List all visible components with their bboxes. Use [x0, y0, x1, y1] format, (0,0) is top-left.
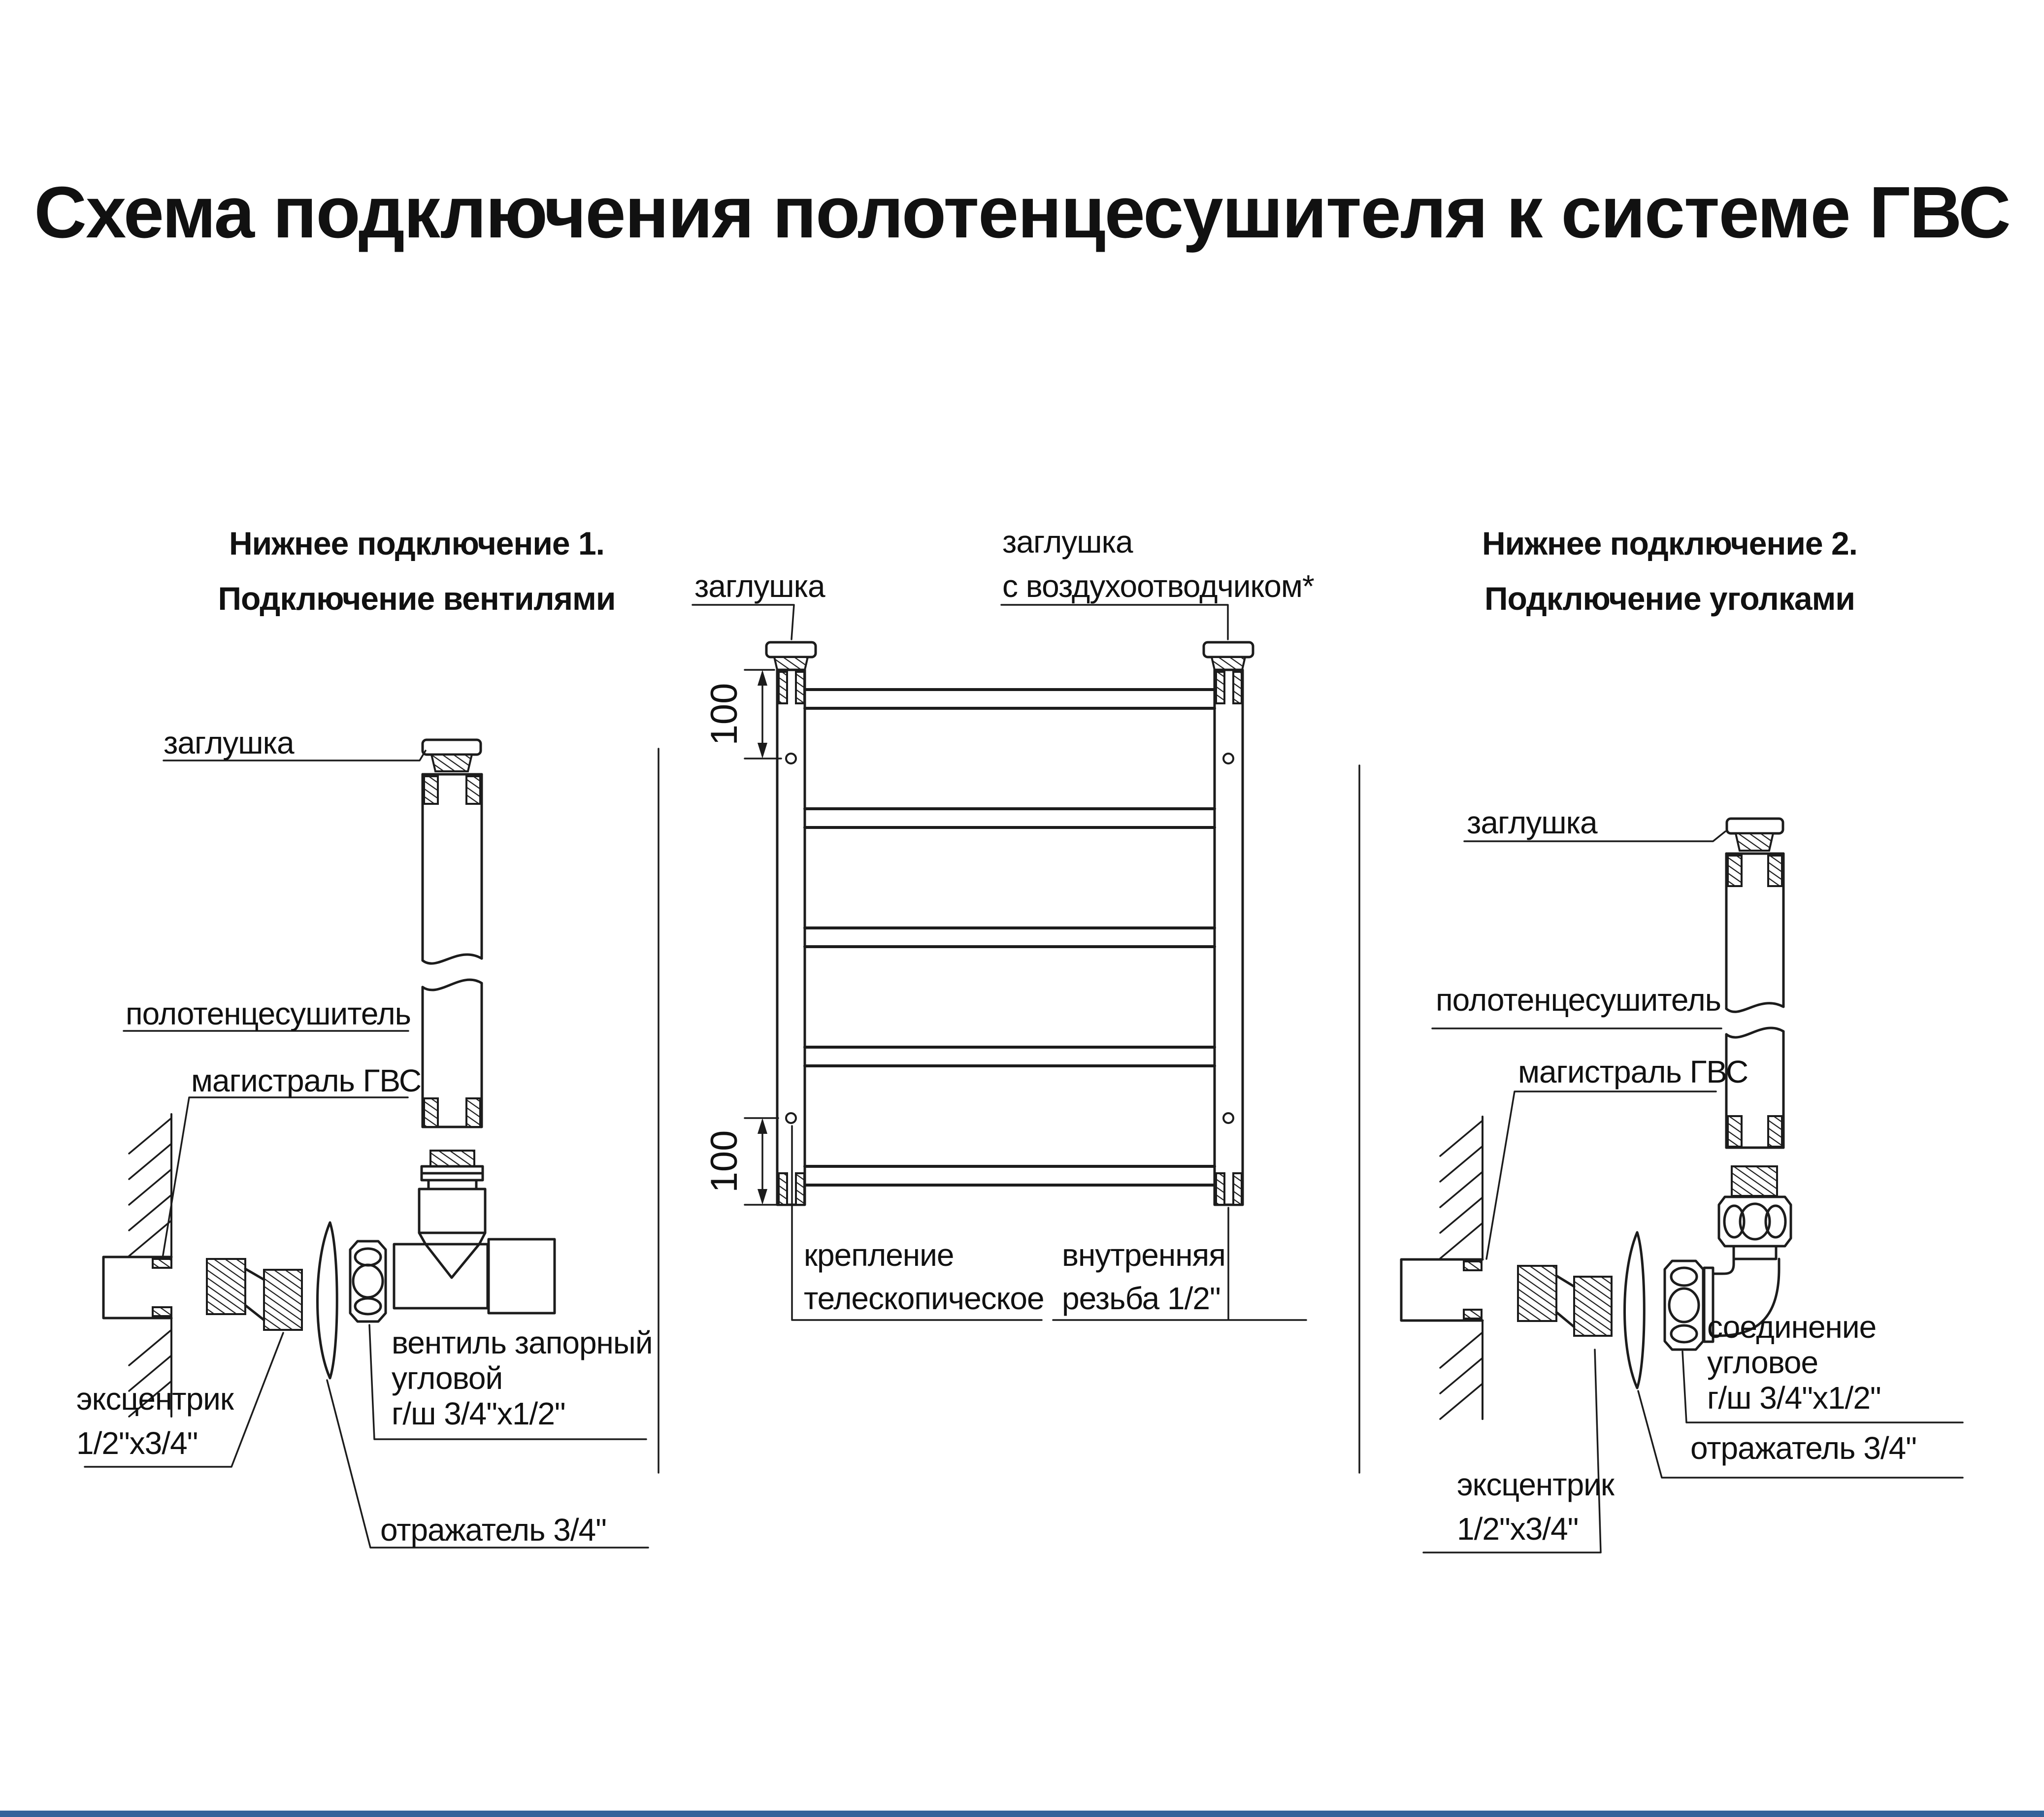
middle-dim-bottom-value: 100	[703, 1130, 745, 1193]
left-supply-leader	[163, 1097, 408, 1258]
right-eccentric-label-1: эксцентрик	[1457, 1467, 1614, 1502]
footer-accent-bar	[0, 1811, 2044, 1817]
middle-air-cap-label-2: с воздухоотводчиком*	[1002, 568, 1314, 604]
left-heading-2: Подключение вентилями	[218, 580, 616, 617]
left-angle-valve	[350, 1151, 555, 1321]
middle-mount-label-2: телескопическое	[804, 1281, 1044, 1316]
left-eccentric-label-2: 1/2"х3/4"	[76, 1425, 198, 1461]
middle-air-cap-label-1: заглушка	[1002, 524, 1133, 560]
right-towel-pipe	[1726, 819, 1783, 1148]
left-valve-label-2: угловой	[392, 1360, 503, 1396]
middle-cap-label: заглушка	[694, 568, 825, 604]
right-elbow-label-1: соединение	[1707, 1309, 1877, 1345]
left-cap-label: заглушка	[164, 725, 294, 760]
middle-mount-label-1: крепление	[804, 1237, 954, 1273]
middle-dim-top-value: 100	[703, 683, 745, 746]
right-eccentric-label-2: 1/2"х3/4"	[1457, 1511, 1579, 1547]
right-eccentric	[1518, 1266, 1612, 1336]
left-wall-and-supply-pipe	[103, 1114, 171, 1417]
left-valve-label-1: вентиль запорный	[392, 1325, 653, 1360]
middle-towel-rail	[766, 642, 1253, 1205]
right-cap-label: заглушка	[1467, 805, 1597, 840]
middle-thread-label-2: резьба 1/2"	[1062, 1281, 1220, 1316]
middle-dimension-top	[703, 670, 781, 759]
middle-dimension-bottom	[703, 1118, 781, 1205]
right-reflector-label: отражатель 3/4"	[1690, 1430, 1916, 1466]
middle-cap-leader	[692, 605, 794, 639]
right-wall-and-supply-pipe	[1401, 1117, 1483, 1419]
right-reflector-shape	[1625, 1232, 1645, 1388]
left-reflector-label: отражатель 3/4"	[380, 1512, 606, 1548]
left-towel-label: полотенцесушитель	[126, 996, 411, 1031]
left-eccentric	[207, 1259, 302, 1330]
page-title: Схема подключения полотенцесушителя к системе ГВС	[34, 172, 2010, 253]
right-elbow-label-2: угловое	[1707, 1345, 1818, 1380]
left-towel-pipe	[423, 740, 482, 1127]
right-supply-label: магистраль ГВС	[1518, 1054, 1748, 1090]
left-valve-label-3: г/ш 3/4"х1/2"	[392, 1396, 565, 1431]
right-supply-leader	[1486, 1091, 1716, 1259]
left-supply-label: магистраль ГВС	[191, 1063, 422, 1098]
left-eccentric-label-1: эксцентрик	[76, 1381, 233, 1417]
right-towel-label: полотенцесушитель	[1436, 982, 1721, 1018]
right-elbow-label-3: г/ш 3/4"х1/2"	[1707, 1380, 1881, 1416]
right-heading-1: Нижнее подключение 2.	[1482, 525, 1858, 562]
right-heading-2: Подключение уголками	[1484, 580, 1855, 617]
left-heading-1: Нижнее подключение 1.	[229, 525, 605, 562]
left-reflector-shape	[318, 1222, 337, 1378]
middle-air-cap-leader	[1001, 605, 1228, 639]
middle-thread-label-1: внутренняя	[1062, 1237, 1225, 1273]
